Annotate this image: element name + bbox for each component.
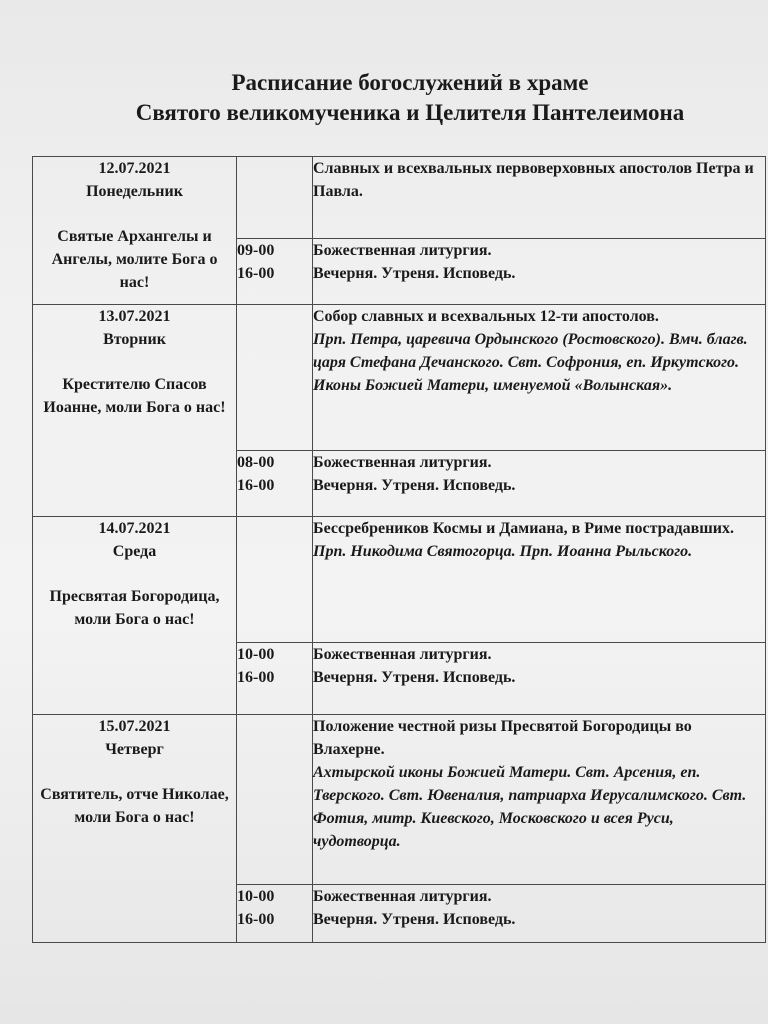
feast-extra: Ахтырской иконы Божией Матери. Свт. Арсения, еп. Тверского. Свт. Ювеналия, патриарха Иерусалимского. Свт. Фотия, митр. Киевского, Московского и всея Руси, чудотворца. <box>313 764 747 850</box>
feast-main: Собор славных и всехвальных 12-ти апостолов. <box>313 308 659 325</box>
day-date: 12.07.2021 <box>98 160 171 177</box>
day-date: 14.07.2021 <box>98 520 171 537</box>
feast-cell <box>313 157 766 239</box>
feast-extra: Прп. Петра, царевича Ордынского (Ростовского). Вмч. благв. царя Стефана Дечанского. Свт. Софрония, еп. Иркутского. Иконы Божией Матери, именуемой «Волынская». <box>313 331 748 394</box>
service-name: Божественная литургия. <box>313 454 492 471</box>
day-row-feast <box>33 305 766 451</box>
day-row-feast <box>33 157 766 239</box>
time-cell-empty <box>237 157 313 239</box>
time-cell <box>237 885 313 943</box>
time-cell-empty <box>237 715 313 885</box>
time-cell-empty <box>237 517 313 643</box>
day-cell <box>33 517 237 715</box>
service-name: Вечерня. Утреня. Исповедь. <box>313 477 516 494</box>
feast-main: Славных и всехвальных первоверховных апостолов Петра и Павла. <box>313 160 754 200</box>
service-time: 16-00 <box>237 265 275 282</box>
service-time: 10-00 <box>237 888 275 905</box>
service-time: 10-00 <box>237 646 275 663</box>
services-cell <box>313 451 766 517</box>
feast-main: Положение честной ризы Пресвятой Богородицы во Влахерне. <box>313 718 692 758</box>
services-cell <box>313 885 766 943</box>
service-time: 16-00 <box>237 911 275 928</box>
document-title-line-1: Расписание богослужений в храме <box>231 70 589 95</box>
feast-main: Бессребреников Космы и Дамиана, в Риме пострадавших. <box>313 520 734 537</box>
day-row-feast <box>33 517 766 643</box>
feast-cell <box>313 715 766 885</box>
service-time: 16-00 <box>237 669 275 686</box>
time-cell <box>237 643 313 715</box>
day-weekday: Четверг <box>105 741 164 758</box>
day-prayer: Крестителю Спасов Иоанне, моли Бога о нас! <box>43 376 226 416</box>
day-date: 15.07.2021 <box>98 718 171 735</box>
document-title-line-2: Святого великомученика и Целителя Пантелеимона <box>135 100 685 125</box>
day-prayer: Святые Архангелы и Ангелы, молите Бога о нас! <box>51 228 218 291</box>
feast-cell <box>313 517 766 643</box>
feast-extra: Прп. Никодима Святогорца. Прп. Иоанна Рыльского. <box>313 543 693 560</box>
day-row-feast <box>33 715 766 885</box>
service-time: 08-00 <box>237 454 275 471</box>
service-name: Вечерня. Утреня. Исповедь. <box>313 669 516 686</box>
service-name: Божественная литургия. <box>313 888 492 905</box>
service-time: 09-00 <box>237 242 275 259</box>
service-name: Вечерня. Утреня. Исповедь. <box>313 265 516 282</box>
day-cell <box>33 305 237 517</box>
day-cell <box>33 157 237 305</box>
day-prayer: Святитель, отче Николае, моли Бога о нас! <box>40 786 229 826</box>
day-cell <box>33 715 237 943</box>
services-cell <box>313 239 766 305</box>
time-cell-empty <box>237 305 313 451</box>
day-prayer: Пресвятая Богородица, моли Бога о нас! <box>49 588 220 628</box>
service-name: Божественная литургия. <box>313 242 492 259</box>
schedule-table <box>32 156 766 943</box>
day-weekday: Вторник <box>103 331 166 348</box>
service-name: Божественная литургия. <box>313 646 492 663</box>
day-weekday: Среда <box>112 543 157 560</box>
time-cell <box>237 451 313 517</box>
service-time: 16-00 <box>237 477 275 494</box>
time-cell <box>237 239 313 305</box>
feast-cell <box>313 305 766 451</box>
day-date: 13.07.2021 <box>98 308 171 325</box>
day-weekday: Понедельник <box>86 183 183 200</box>
service-name: Вечерня. Утреня. Исповедь. <box>313 911 516 928</box>
services-cell <box>313 643 766 715</box>
